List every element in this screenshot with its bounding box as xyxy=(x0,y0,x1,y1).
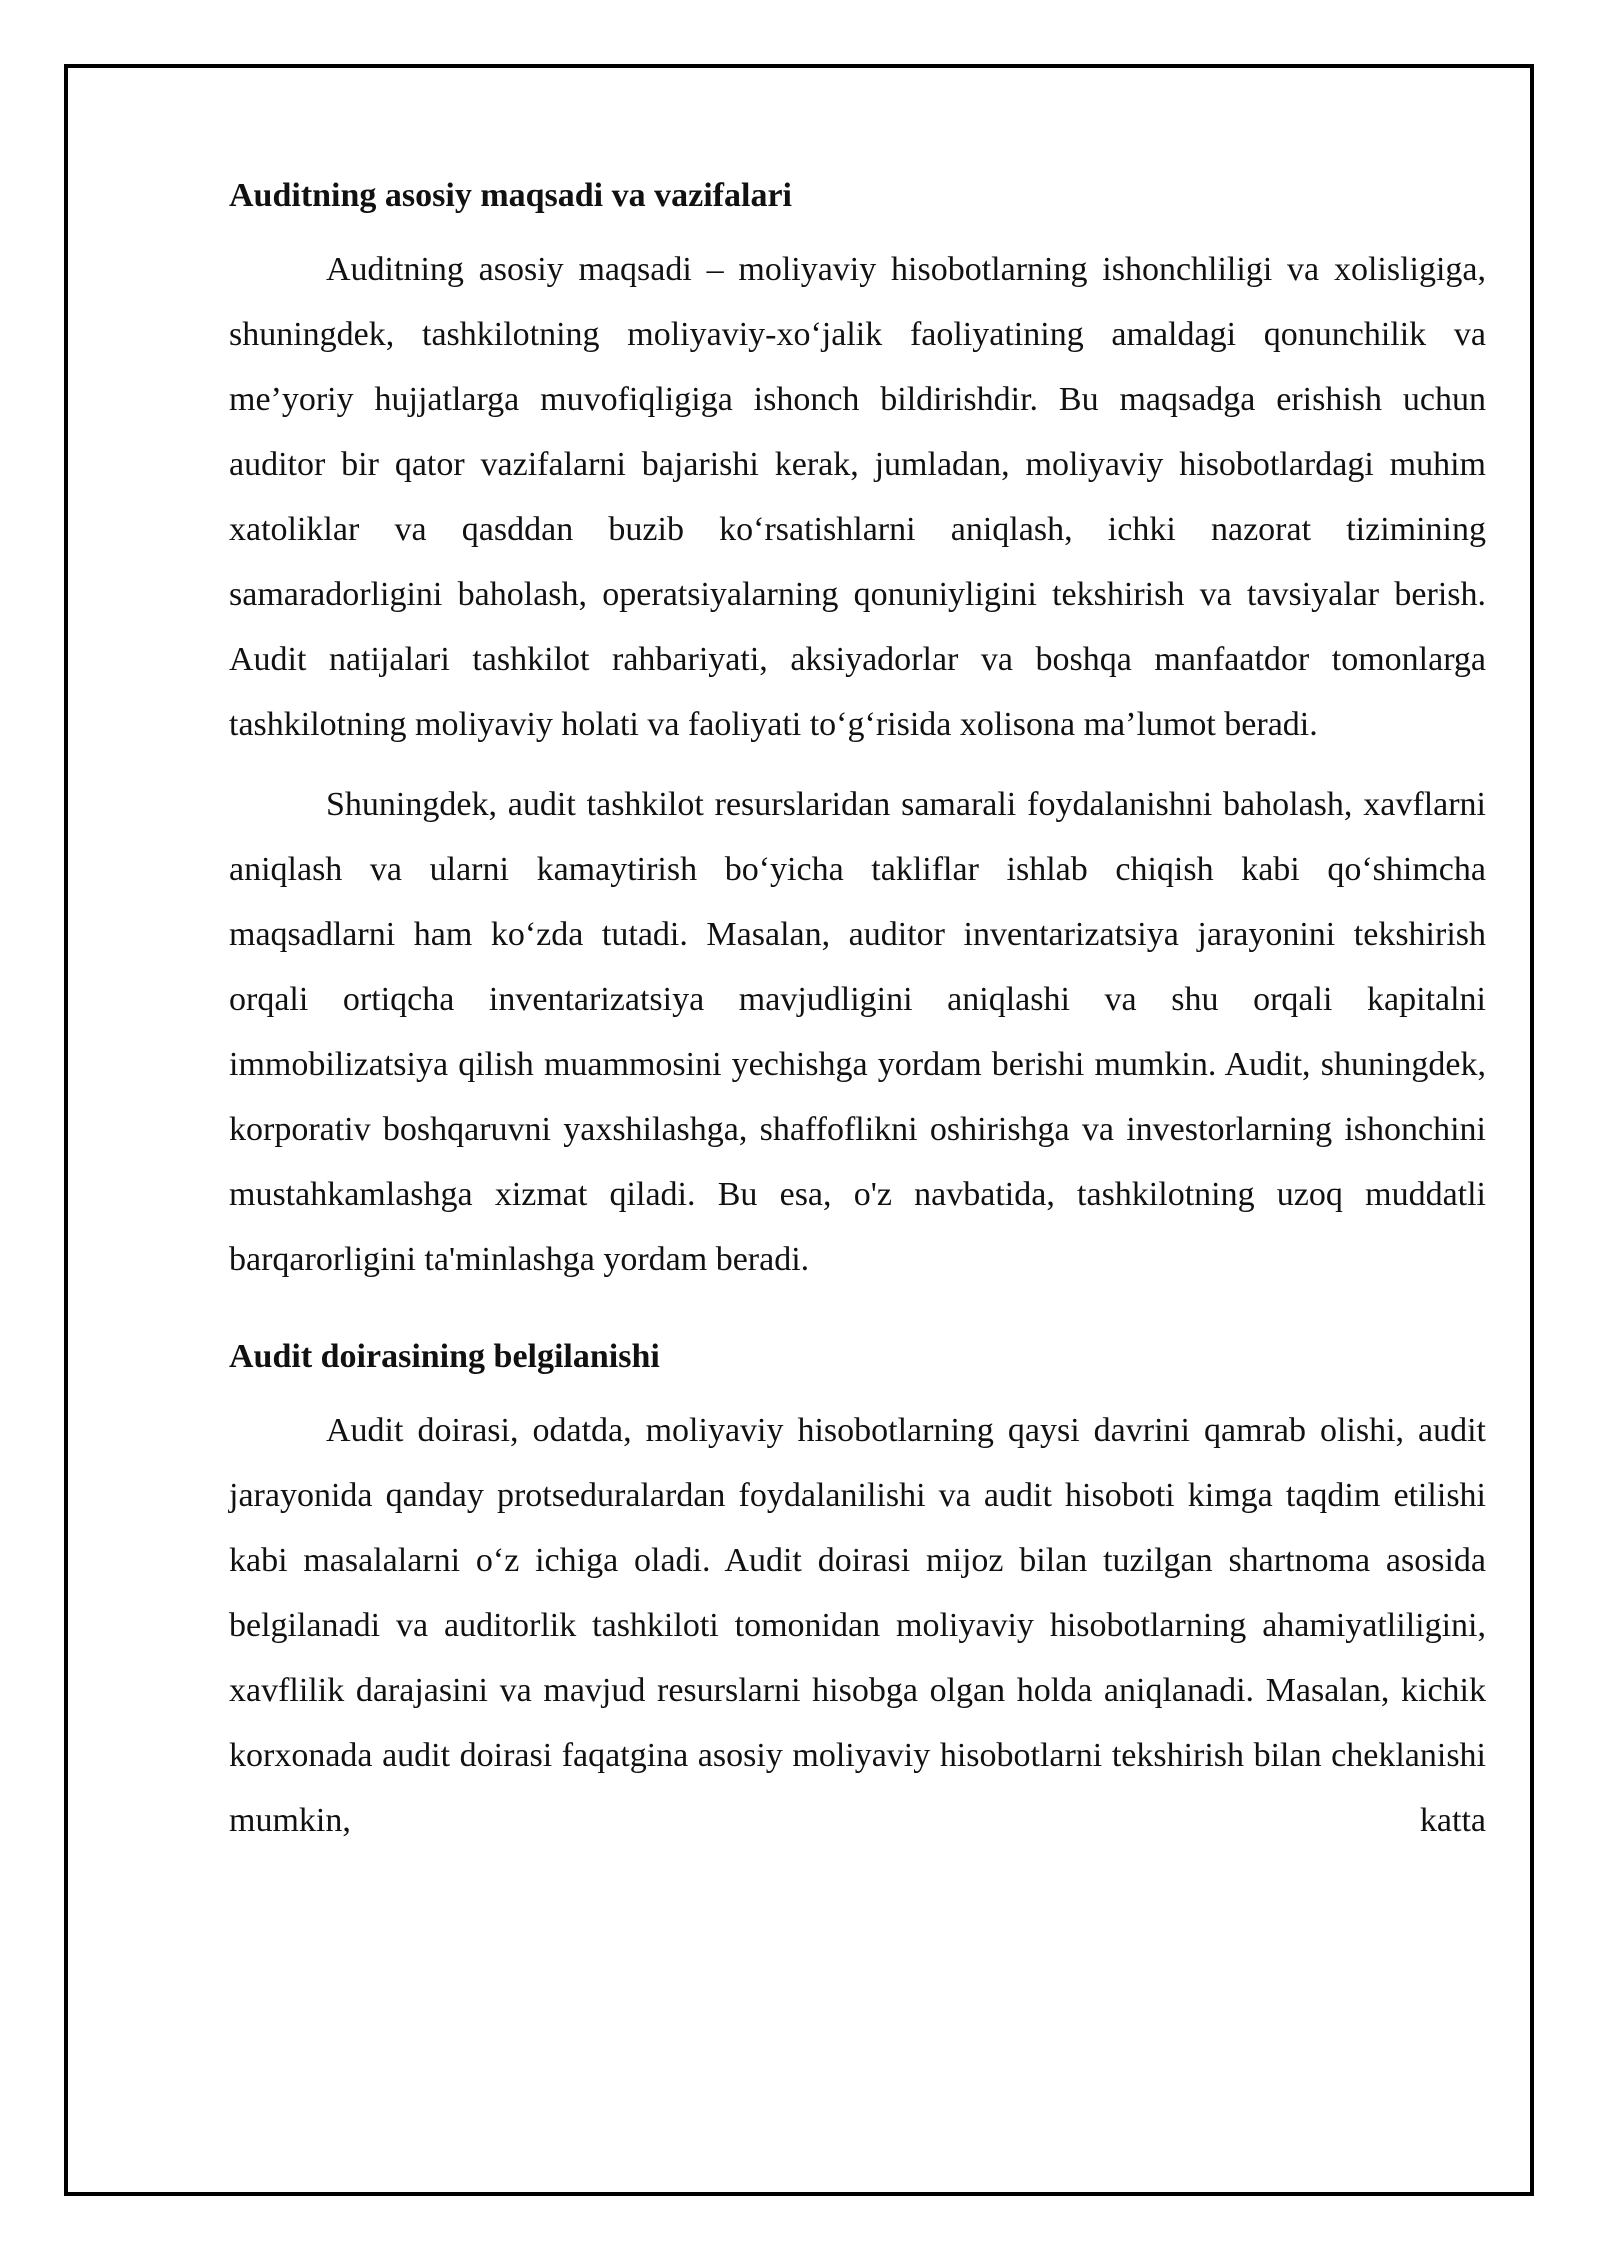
paragraph: Shuningdek, audit tashkilot resurslaridan samarali foydalanishni baholash, xavflarni aniqlash va ularni kamaytirish bo‘yicha takliflar ishlab chiqish kabi qo‘shimcha maqsadlarni ham ko‘zda tutadi. Masalan, auditor inventarizatsiya jarayonini tekshirish orqali ortiqcha inventarizatsiya mavjudligini aniqlashi va shu orqali kapitalni immobilizatsiya qilish muammosini yechishga yordam berishi mumkin. Audit, shuningdek, korporativ boshqaruvni yaxshilashga, shaffoflikni oshirishga va investorlarning ishonchini mustahkamlashga xizmat qiladi. Bu esa, o'z navbatida, tashkilotning uzoq muddatli barqarorligini ta'minlashga yordam beradi. xyxy=(229,786,1486,1278)
section-gap xyxy=(229,1292,1486,1332)
document-body xyxy=(229,171,1486,1853)
paragraph: Auditning asosiy maqsadi – moliyaviy hisobotlarning ishonchliligi va xolisligiga, shuningdek, tashkilotning moliyaviy-xo‘jalik faoliyatining amaldagi qonunchilik va me’yoriy hujjatlarga muvofiqligiga ishonch bildirishdir. Bu maqsadga erishish uchun auditor bir qator vazifalarni bajarishi kerak, jumladan, moliyaviy hisobotlardagi muhim xatoliklar va qasddan buzib ko‘rsatishlarni aniqlash, ichki nazorat tizimining samaradorligini baholash, operatsiyalarning qonuniyligini tekshirish va tavsiyalar berish. Audit natijalari tashkilot rahbariyati, aksiyadorlar va boshqa manfaatdor tomonlarga tashkilotning moliyaviy holati va faoliyati to‘g‘risida xolisona ma’lumot beradi. xyxy=(229,251,1486,743)
paragraph: Audit doirasi, odatda, moliyaviy hisobotlarning qaysi davrini qamrab olishi, audit jarayonida qanday protseduralardan foydalanilishi va audit hisoboti kimga taqdim etilishi kabi masalalarni o‘z ichiga oladi. Audit doirasi mijoz bilan tuzilgan shartnoma asosida belgilanadi va auditorlik tashkiloti tomonidan moliyaviy hisobotlarning ahamiyatliligini, xavflilik darajasini va mavjud resurslarni hisobga olgan holda aniqlanadi. Masalan, kichik korxonada audit doirasi faqatgina asosiy moliyaviy hisobotlarni tekshirish bilan cheklanishi mumkin, katta xyxy=(229,1412,1486,1839)
section-heading: Audit doirasining belgilanishi xyxy=(229,1338,660,1375)
section-heading: Auditning asosiy maqsadi va vazifalari xyxy=(229,177,792,214)
